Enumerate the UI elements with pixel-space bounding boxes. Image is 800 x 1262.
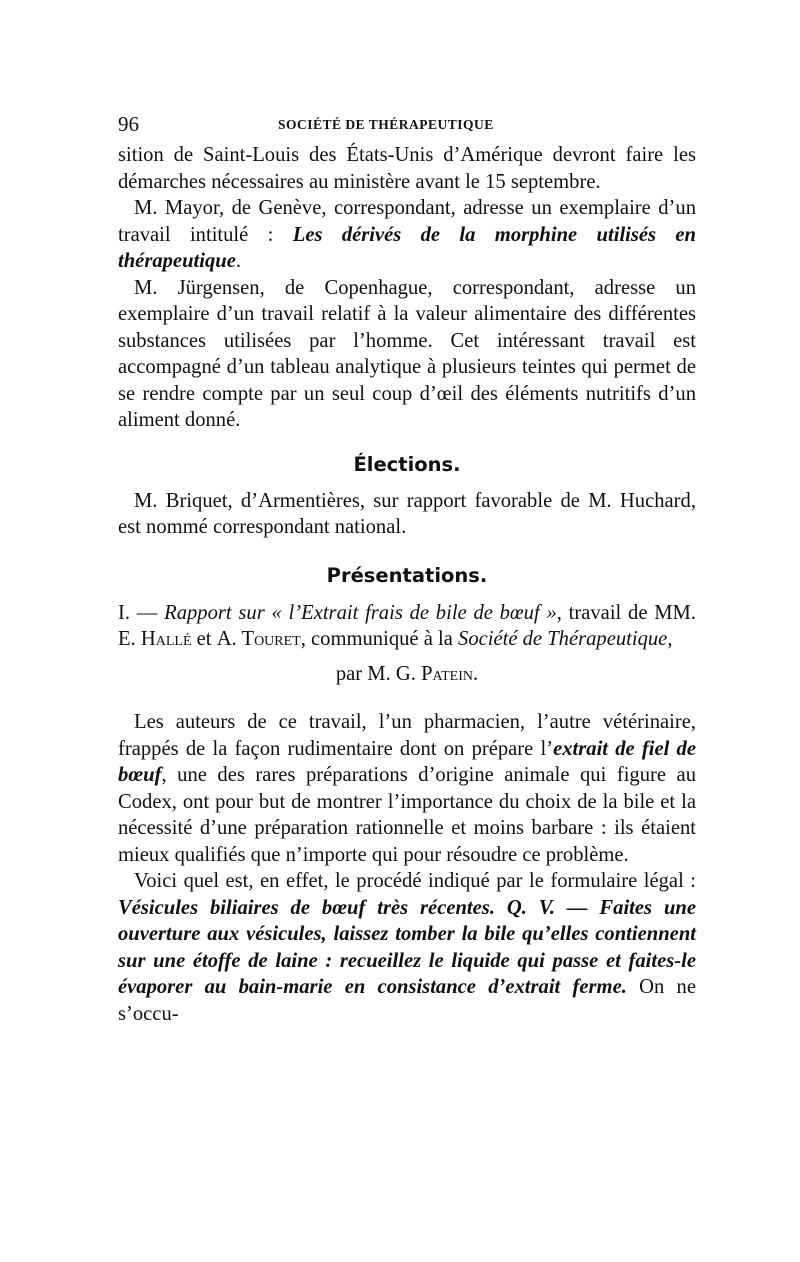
paragraph-mayor <box>118 195 696 275</box>
paragraph-auteurs <box>118 709 696 868</box>
paragraph-jurgensen: M. Jürgensen, de Copenhague, correspondant, adresse un exemplaire d’un travail relatif à la valeur alimentaire des différentes substances utilisées par l’homme. Cet intéressant travail est accompagné d’un tableau analytique à plusieurs teintes qui permet de se rendre compte par un seul coup d’œil des éléments nutritifs d’un aliment donné. <box>118 276 696 431</box>
paragraph-elections: M. Briquet, d’Armentières, sur rapport favorable de M. Huchard, est nommé correspondant national. <box>118 489 696 538</box>
byline-period: . <box>472 662 479 685</box>
mayor-period: . <box>235 250 242 272</box>
rapport-byline <box>118 661 696 688</box>
author-and: et <box>191 628 217 650</box>
running-title: SOCIÉTÉ DE THÉRAPEUTIQUE <box>278 117 494 132</box>
author-halle: E. Hallé <box>118 628 192 650</box>
procede-formula: Vésicules biliaires de bœuf très récentes. Q. V. — Faites une ouverture aux vésicules, laissez tomber la bile qu’elles contiennent sur une étoffe de laine : recueillez le liquide qui passe et faites-le évaporer au bain-marie en consistance d’extrait ferme. <box>118 896 696 998</box>
communique-text: , communiqué à la <box>300 628 459 650</box>
auteurs-text-a: Les auteurs de ce travail, l’un pharmacien, l’autre vétérinaire, frappés de la façon rudimentaire dont on prépare l’ <box>118 711 696 760</box>
byline-name: G. Patein <box>395 662 473 685</box>
paragraph-procede <box>118 868 696 1027</box>
author-touret: A. Touret <box>216 628 301 650</box>
section-heading-presentations: Présentations. <box>326 563 488 587</box>
paragraph-1: sition de Saint-Louis des États-Unis d’Amérique devront faire les démarches nécessaires au ministère avant le 15 septembre. <box>118 144 696 193</box>
rapport-after: , travail de MM. <box>556 601 696 624</box>
auteurs-text-c: , une des rares préparations d’origine animale qui figure au Codex, ont pour but de montrer l’importance du choix de la bile et la nécessité d’une préparation rationnelle et moins barbare : ils étaient mieux qualifiés que n’importe qui pour résoudre ce problème. <box>118 764 696 866</box>
mayor-text: M. Mayor, de Genève, correspondant, adresse un exemplaire d’un travail intitulé : <box>118 197 696 246</box>
rapport-title: Rapport sur « l’Extrait frais de bile de bœuf » <box>164 601 557 624</box>
page-number: 96 <box>118 112 139 136</box>
societe-name: Société de Thérapeutique <box>458 628 668 650</box>
extrait-term: extrait de fiel de bœuf <box>118 737 696 786</box>
byline-prefix: par M. <box>335 662 396 685</box>
rapport-comma: , <box>667 628 673 650</box>
procede-text-c: On ne s’occu- <box>118 976 696 1025</box>
paragraph-rapport <box>118 600 696 653</box>
mayor-work-title: Les dérivés de la morphine utilisés en thérapeutique <box>118 223 696 272</box>
running-header <box>118 112 696 142</box>
document-page <box>118 112 696 1027</box>
procede-text-a: Voici quel est, en effet, le procédé indiqué par le formulaire légal : <box>134 870 696 892</box>
section-heading-elections: Élections. <box>353 452 461 476</box>
item-number: I. — <box>118 601 165 624</box>
